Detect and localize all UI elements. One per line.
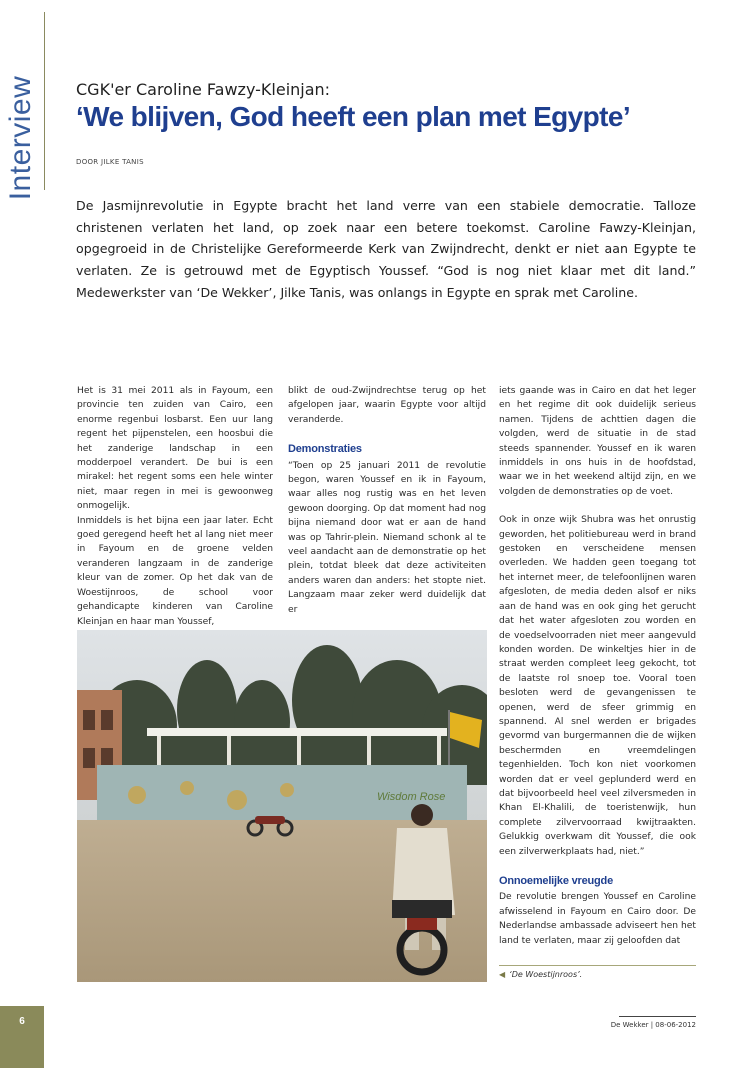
section-label: Interview xyxy=(4,75,37,201)
article-headline: ‘We blijven, God heeft een plan met Egypte’ xyxy=(76,101,631,132)
paragraph: Inmiddels is het bijna een jaar later. Echt goed geregend heeft het al lang niet meer in Fayoum en de groene velden veranderen langzaam in de zanderige kleur van de zomer. Op het dak van de Woestijnroos, de school voor gehandicapte kinderen van Caroline Kleinjan en haar man Youssef, xyxy=(77,515,273,627)
text-column-3 xyxy=(499,384,696,948)
paragraph: iets gaande was in Cairo en dat het leger en het regime dit ook duidelijk serieus namen. Tijdens de achttien dagen die volgden, werd de situatie in de stad steeds spannender. Youssef en ik waren inmiddels in ons huis in de hoofdstad, waar we in het weekend altijd zijn, en we volgden de demonstraties op de voet. xyxy=(499,386,696,497)
section-divider xyxy=(44,12,45,190)
subheading-onnoemelijke-vreugde: Onnoemelijke vreugde xyxy=(499,875,613,887)
paragraph: Ook in onze wijk Shubra was het onrustig geworden, het politiebureau werd in brand gestoken en verscheidene mensen overleden. We hadden geen toegang tot het internet meer, de telefoonlijnen waren afgesloten, de media deden alsof er niks aan de hand was en ook ging het gerucht dat het water afgesloten zou worden en de voedselvoorraden niet meer aangevuld konden worden. De winkeltjes hier in de straat werden compleet leeg gekocht, tot de laatste rol snoep toe. Vooral toen besloten werd de gevangenissen te openen, werd de sfeer grimmig en spannend. Al snel werden er brigades gevormd van burgermannen die de wijken beschermden en vreemdelingen tegenhielden. Toch kon niet voorkomen worden dat er veel geplunderd werd en dat bijvoorbeeld heel veel zilversmeden in Khan El-Khalili, de toeristenwijk, hun complete zilvervoorraad kwijtraakten. Gelukkig overkwam dit Youssef, die ook een zilverwerkplaats had, niet.” xyxy=(499,515,696,857)
article-kicker: CGK'er Caroline Fawzy-Kleinjan: xyxy=(76,80,331,99)
subheading-demonstraties: Demonstraties xyxy=(288,443,362,456)
page-number-box xyxy=(0,1006,44,1068)
paragraph: “Toen op 25 januari 2011 de revolutie begon, waren Youssef en ik in Fayoum, waar alles nog rustig was en het leven gewoon doorging. Op dat moment had nog bijna niemand door wat er aan de hand was op Tahrir-plein. Niemand schonk al te veel aandacht aan de demonstratie op het plein, totdat bleek dat deze activiteiten anders waren dan anders: het stopte niet. Langzaam maar zeker werd duidelijk dat er xyxy=(288,460,486,615)
article-byline: DOOR JILKE TANIS xyxy=(76,158,144,166)
page-number: 6 xyxy=(19,1016,25,1027)
caption-rule xyxy=(499,965,696,966)
photo-caption xyxy=(499,970,582,979)
text-column-1 xyxy=(77,384,273,629)
paragraph: De revolutie brengen Youssef en Caroline afwisselend in Fayoum en Cairo door. De Nederlandse ambassade adviseert hen het land te verlaten, maar zij geloofden dat xyxy=(499,892,696,946)
article-intro: De Jasmijnrevolutie in Egypte bracht het land verre van een stabiele democratie. Talloze christenen verlaten het land, op zoek naar een betere toekomst. Caroline Fawzy-Kleinjan, opgegroeid in de Christelijke Gereformeerde Kerk van Zwijndrecht, denkt er niet aan Egypte te verlaten. Ze is getrouwd met de Egyptisch Youssef. “God is nog niet klaar met dit land.” Medewerkster van ‘De Wekker’, Jilke Tanis, was onlangs in Egypte en sprak met Caroline. xyxy=(76,198,696,300)
footer-rule xyxy=(619,1016,696,1017)
paragraph: Het is 31 mei 2011 als in Fayoum, een provincie ten zuiden van Cairo, een enorme regenbui losbarst. Een uur lang regent het pijpenstelen, een hoosbui die het zanderige landschap in een modderpoel verandert. De bui is een mirakel: het regent soms een hele winter niet, maar regen in mei is gewoonweg onmogelijk. xyxy=(77,386,273,512)
caption-arrow-icon: ◀ xyxy=(499,970,506,979)
paragraph: blikt de oud-Zwijndrechtse terug op het afgelopen jaar, waarin Egypte voor altijd veranderde. xyxy=(288,386,486,425)
article-photo xyxy=(77,630,487,982)
footer-publication: De Wekker | 08-06-2012 xyxy=(610,1021,696,1029)
photo-wall-text: Wisdom Rose xyxy=(377,791,446,803)
text-column-2 xyxy=(288,384,486,617)
caption-text: ‘De Woestijnroos’. xyxy=(509,970,583,979)
